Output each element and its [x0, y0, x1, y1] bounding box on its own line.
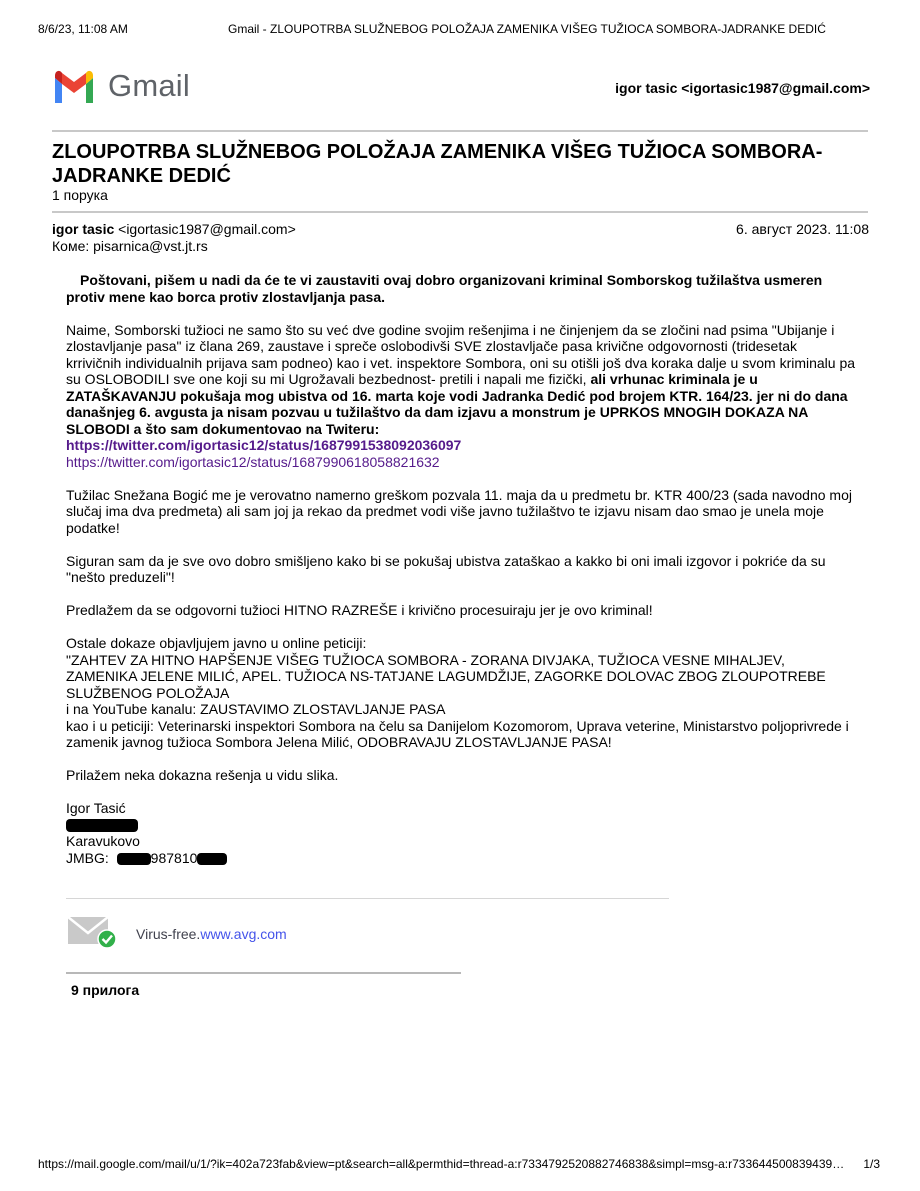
signature-name: Igor Tasić — [66, 800, 126, 816]
signature-divider — [66, 898, 669, 899]
twitter-link-2[interactable]: https://twitter.com/igortasic12/status/1687990618058821632 — [66, 453, 440, 470]
sender-name: igor tasic — [52, 221, 115, 237]
paragraph-4: Predlažem da se odgovorni tužioci HITNO RAZREŠE i krivično procesuiraju jer je ovo kriminal! — [66, 602, 653, 618]
gmail-logo[interactable] — [52, 68, 190, 104]
twitter-link-1[interactable]: https://twitter.com/igortasic12/status/1687991538092036097 — [66, 437, 462, 453]
avg-virus-free-line — [136, 926, 287, 942]
header-divider — [52, 130, 868, 132]
jmbg-visible-digits: 987810 — [150, 849, 198, 866]
sender-email: <igortasic1987@gmail.com> — [118, 221, 296, 237]
petition-title: "ZAHTEV ZA HITNO HAPŠENJE VIŠEG TUŽIOCA SOMBORA - ZORANA DIVJAKA, TUŽIOCA VESNE MIHALJEV, ZAMENIKA JELENE MILIĆ, APEL. TUŽIOCA NS-TATJANE LAGUMDŽIJE, ZAGORKE DOLOVAC ZBOG ZLOUPOTREBE SLUŽBENOG POLOŽAJA — [66, 651, 826, 701]
petition-intro: Ostale dokaze objavljujem javno u online peticiji: — [66, 635, 367, 651]
second-petition-line: kao i u peticiji: Veterinarski inspektori Sombora na čelu sa Danijelom Kozomorom, Uprava veterine, Ministarstvo poljoprivrede i zamenik javnog tužioca Sombora Jelena Milić, ODOBRAVAJU ZLOSTAVLJANJE PASA! — [66, 717, 849, 750]
thread-subject: ZLOUPOTRBA SLUŽNEBOG POLOŽAJA ZAMENIKA VIŠEG TUŽIOCA SOMBORA-JADRANKE DEDIĆ — [52, 141, 823, 187]
signature-place: Karavukovo — [66, 833, 140, 849]
redaction-block — [66, 819, 138, 832]
print-page-title: Gmail - ZLOUPOTRBA SLUŽNEBOG POLOŽAJA ZAMENIKA VIŠEG TUŽIOCA SOMBORA-JADRANKE DEDIĆ — [228, 22, 826, 36]
print-page-number: 1/3 — [863, 1157, 880, 1171]
print-datetime: 8/6/23, 11:08 AM — [38, 22, 128, 36]
greeting-paragraph: Poštovani, pišem u nadi da će te vi zaustaviti ovaj dobro organizovani kriminal Somborskog tužilaštva usmeren protiv mene kao borca protiv zlostavljanja pasa. — [66, 272, 823, 305]
redaction-block — [197, 853, 227, 865]
avg-link[interactable]: www.avg.com — [200, 926, 287, 942]
youtube-channel-line: i na YouTube kanalu: ZAUSTAVIMO ZLOSTAVLJANJE PASA — [66, 701, 446, 717]
redaction-block — [117, 853, 151, 865]
message-count: 1 порука — [52, 187, 108, 203]
message-date: 6. август 2023. 11:08 — [736, 221, 869, 237]
paragraph-1 — [66, 322, 856, 471]
message-body — [66, 272, 856, 883]
paragraph-6: Prilažem neka dokazna rešenja u vidu slika. — [66, 767, 339, 783]
sender-line — [52, 221, 296, 237]
signature — [66, 800, 856, 866]
attachments-count: 9 прилога — [71, 982, 140, 998]
recipient-line: Коме: pisarnica@vst.jt.rs — [52, 238, 208, 254]
jmbg-label: JMBG: — [66, 849, 109, 866]
envelope-check-icon — [67, 914, 119, 955]
message-divider — [52, 211, 868, 213]
account-label: igor tasic <igortasic1987@gmail.com> — [615, 80, 870, 96]
paragraph-5 — [66, 635, 856, 751]
gmail-wordmark: Gmail — [108, 68, 190, 103]
avg-prefix: Virus-free. — [136, 926, 201, 942]
gmail-m-logo-icon — [52, 69, 96, 103]
print-footer-url: https://mail.google.com/mail/u/1/?ik=402a723fab&view=pt&search=all&permthid=thread-a:r7334792520882746838&simpl=msg-a:r733644500839439… — [38, 1157, 845, 1171]
paragraph-2: Tužilac Snežana Bogić me je verovatno namerno greškom pozvala 11. maja da u predmetu br. KTR 400/23 (sada navodno moj slučaj ima dva predmeta) ali sam joj ja rekao da predmet vodi više javno tužilaštvo te izjavu nisam dao smao je unela moje podatke! — [66, 486, 852, 536]
paragraph-1-bold: ali vrhunac kriminala je u ZATAŠKAVANJU pokušaja mog ubistva od 16. marta koje vodi Jadranka Dedić pod brojem KTR. 164/23. jer ni do dana današnjeg 6. avgusta ja nisam pozvau u tužilaštvo da dam izjavu a monstrum je UPRKOS MNOGIH DOKAZA NA SLOBODI a što sam dokumentovao na Twiteru: — [66, 371, 848, 437]
attachments-divider — [66, 972, 461, 974]
paragraph-1-regular: Naime, Somborski tužioci ne samo što su već dve godine svojim rešenjima i ne činjenjem da se zločini nad psima "Ubijanje i zlostavljanje pasa" iz člana 269, zaustave i spreče oslobodivši SVE zlostavljače pasa krivične odgovornosti (tridesetak krrivičnih individualnih prijava sam podneo) kao i vet. inspektore Sombora, oni su otišli još dva koraka dalje u svom kriminalu pa su OSLOBODILI sve one koji su mi Ugrožavali bezbednost- pretili i napali me fizički, — [66, 321, 856, 387]
paragraph-3: Siguran sam da je sve ovo dobro smišljeno kako bi se pokušaj ubistva zataškao a kakko bi oni imali izgovor i pokriće da su "nešto preduzeli"! — [66, 552, 826, 585]
